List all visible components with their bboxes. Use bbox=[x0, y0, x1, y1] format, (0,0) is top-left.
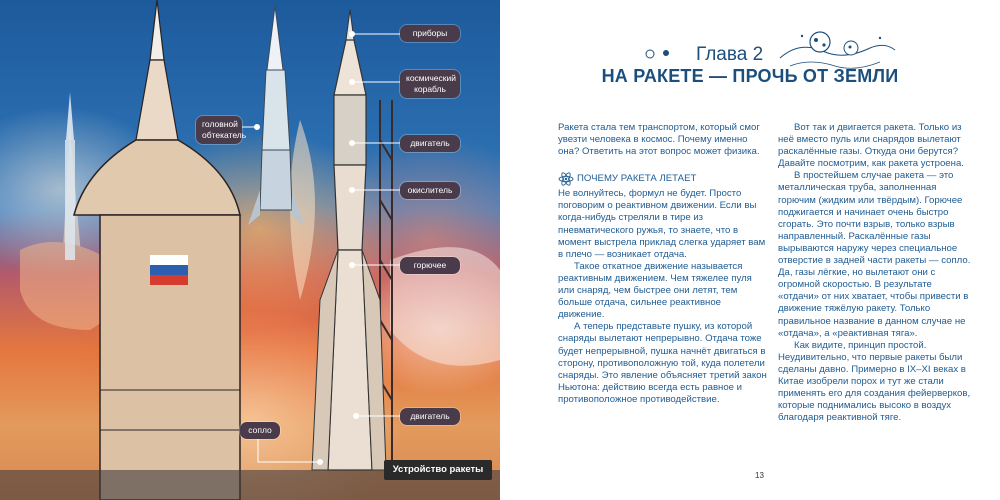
paragraph: А теперь представьте пушку, из которой снаряды вылетают непрерывно. Отдача тоже будет непрерывной, пушка начнёт двигаться в сторону, противоположную той, куда полетели снаряды. Это явление объясняет третий закон Ньютона: действию всегда есть равное и противоположное противодействие. bbox=[558, 321, 767, 405]
label-soplo: сопло bbox=[240, 422, 280, 439]
paragraph: Вот так и двигается ракета. Только из неё вместо пуль или снарядов вылетают раскалённые газы. Откуда они берутся? Давайте посмотрим, как ракета устроена. bbox=[778, 122, 964, 170]
paragraph: В простейшем случае ракета — это металлическая труба, заполненная горючим (жидким или твёрдым). Горючее поджигается и начинает очень быстро сгорать. Это почти взрыв, только взрыв направленный. Раскалённые газы вырываются наружу через специальное отверстие в задней части ракеты — сопло. Да, газы лёгкие, но вылетают они с огромной скоростью. В результате «отдачи» от них хватает, чтобы привести в движение тяжёлую ракету. Только правильное название в данном случае не «отдача», а «реактивная тяга». bbox=[778, 170, 971, 339]
label-pribory: приборы bbox=[400, 25, 460, 42]
figure-caption: Устройство ракеты bbox=[384, 460, 492, 480]
large-rocket bbox=[74, 0, 240, 500]
paragraph: Как видите, принцип простой. Неудивительно, что первые ракеты были сделаны давно. Примерно в IX–XI веках в Китае изобрели порох и тут же стали применять его для создания фейерверков, которые поднимались высоко в воздух благодаря реактивной тяге. bbox=[778, 339, 971, 424]
far-rocket bbox=[65, 92, 75, 260]
intro-paragraph: Ракета стала тем транспортом, который смог увезти человека в космос. Почему именно она? Ответить на этот вопрос может физика. bbox=[558, 122, 760, 158]
label-dvigatel-bottom: двигатель bbox=[400, 408, 460, 425]
label-goryuchee: горючее bbox=[400, 257, 460, 274]
label-dvigatel-top: двигатель bbox=[400, 135, 460, 152]
label-okislitel: окислитель bbox=[400, 182, 460, 199]
paragraph: Такое откатное движение называется реактивным движением. Чем тяжелее пуля или снаряд, чем быстрее они летят, тем больше отдача, сильнее реактивное движение. bbox=[558, 260, 752, 321]
atom-icon bbox=[558, 172, 574, 186]
chapter-number: Глава 2 bbox=[696, 44, 764, 65]
label-obtekatel: головной обтекатель bbox=[196, 116, 242, 144]
chapter-title: НА РАКЕТЕ — ПРОЧЬ ОТ ЗЕМЛИ bbox=[601, 66, 899, 86]
page-number: 13 bbox=[755, 471, 764, 480]
text-column-right bbox=[778, 122, 974, 424]
text-column-left bbox=[558, 122, 768, 406]
label-korabl: космический корабль bbox=[400, 70, 460, 98]
section-heading bbox=[558, 172, 768, 186]
paragraph: Не волнуйтесь, формул не будет. Просто поговорим о реактивном движении. Если вы когда-нибудь стреляли в тире из пневматического ружья, то знаете, что в момент выстрела приклад слегка ударяет вам в плечо — возникает отдача. bbox=[558, 188, 766, 260]
section-heading-text: ПОЧЕМУ РАКЕТА ЛЕТАЕТ bbox=[577, 173, 697, 185]
text-page bbox=[500, 0, 1000, 500]
soyuz-rocket bbox=[312, 10, 386, 470]
